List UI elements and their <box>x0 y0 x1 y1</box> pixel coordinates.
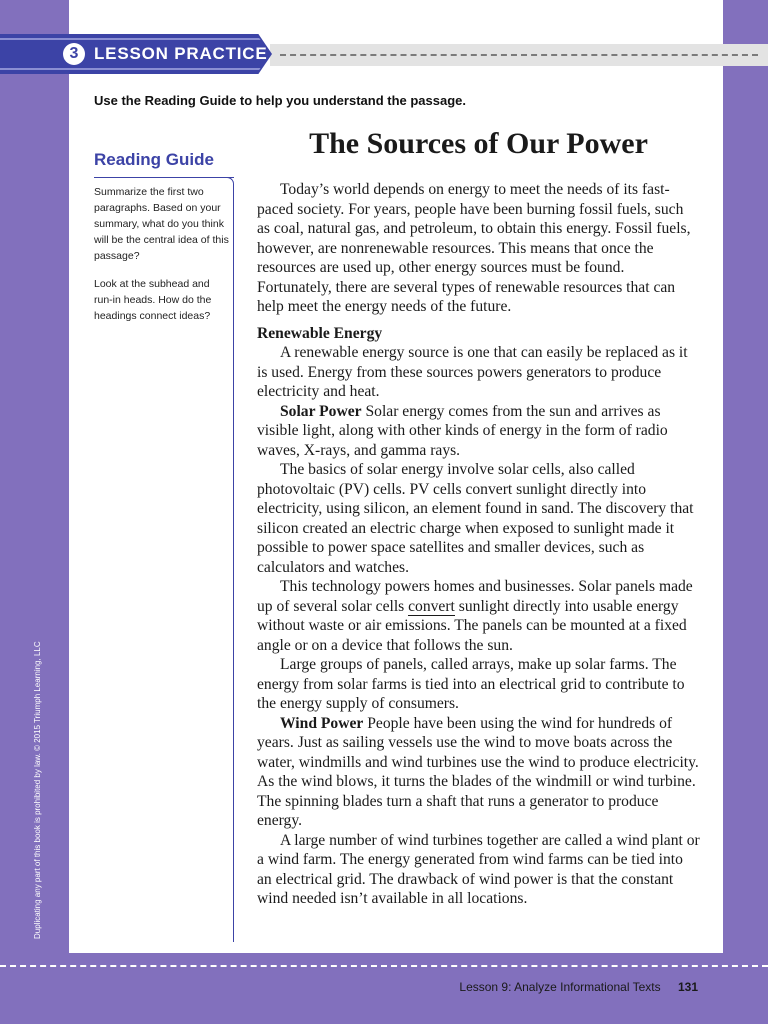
lesson-banner-label: LESSON PRACTICE <box>94 44 268 63</box>
reading-guide-rule <box>94 177 234 178</box>
footer-lesson-title: Lesson 9: Analyze Informational Texts <box>459 980 661 994</box>
article <box>257 126 700 909</box>
instruction-text: Use the Reading Guide to help you understand the passage. <box>94 93 467 108</box>
paragraph-solar-power <box>257 402 700 461</box>
paragraph-text: sunlight directly into usable energy without waste or air emissions. The panels can be mounted at a fixed angle or on a device that follows the sun. <box>257 597 687 654</box>
paragraph: A large number of wind turbines together are called a wind plant or a wind farm. The energy generated from wind farms can be tied into an electrical grid. The drawback of wind power is that the constant wind needed isn’t available in all locations. <box>257 831 700 907</box>
copyright-note: Duplicating any part of this book is prohibited by law. © 2015 Triumph Learning, LLC <box>33 641 42 939</box>
run-in-head-wind-power: Wind Power <box>280 714 364 732</box>
page-number: 131 <box>677 980 698 994</box>
article-title: The Sources of Our Power <box>309 127 648 160</box>
paragraph: Today’s world depends on energy to meet the needs of its fast-paced society. For years, people have been burning fossil fuels, such as coal, natural gas, and petroleum, to obtain this energy. Fossil fuels, however, are nonrenewable resources. This means that once the resources are used up, other energy sources must be found. Fortunately, there are several types of renewable resources that can help meet the energy needs of the future. <box>257 181 691 315</box>
paragraph-wind-power <box>257 714 700 831</box>
footer <box>459 980 698 994</box>
subhead-renewable-energy: Renewable Energy <box>257 324 383 342</box>
reading-guide-note-1: Summarize the first two paragraphs. Based on your summary, what do you think will be the central idea of this passage? <box>94 186 229 262</box>
banner-rule <box>270 44 768 66</box>
vocab-word-convert: convert <box>408 597 455 615</box>
reading-guide-title: Reading Guide <box>94 150 214 169</box>
paragraph-text: This technology powers homes and businesses. Solar panels made up of several solar cells <box>257 578 693 615</box>
paragraph-text: People have been using the wind for hundreds of years. Just as sailing vessels use the wind to move boats across the water, windmills and wind turbines use the wind to produce electricity. As the wind blows, it turns the blades of the windmill or wind turbine. The spinning blades turn a shaft that runs a generator to produce energy. <box>257 714 699 829</box>
paragraph: A renewable energy source is one that can easily be replaced as it is used. Energy from these sources powers generators to produce electricity and heat. <box>257 344 688 400</box>
paragraph-convert <box>257 577 700 655</box>
lesson-number-badge: 3 <box>63 43 85 65</box>
paragraph: Large groups of panels, called arrays, make up solar farms. The energy from solar farms is tied into an electrical grid to contribute to the energy supply of consumers. <box>257 656 685 712</box>
run-in-head-solar-power: Solar Power <box>280 402 362 420</box>
reading-guide-note-2: Look at the subhead and run-in heads. How do the headings connect ideas? <box>94 278 212 322</box>
footer-rule <box>0 965 768 967</box>
paragraph-text: Solar energy comes from the sun and arrives as visible light, along with other kinds of energy in the form of radio waves, X-rays, and gamma rays. <box>257 402 668 459</box>
reading-guide-divider <box>233 184 234 942</box>
paragraph: The basics of solar energy involve solar cells, also called photovoltaic (PV) cells. PV cells convert sunlight directly into electricity, using silicon, an element found in sand. The discovery that silicon created an electric charge when exposed to sunlight made it possible to power space satellites and smaller devices, such as calculators and watches. <box>257 461 694 576</box>
